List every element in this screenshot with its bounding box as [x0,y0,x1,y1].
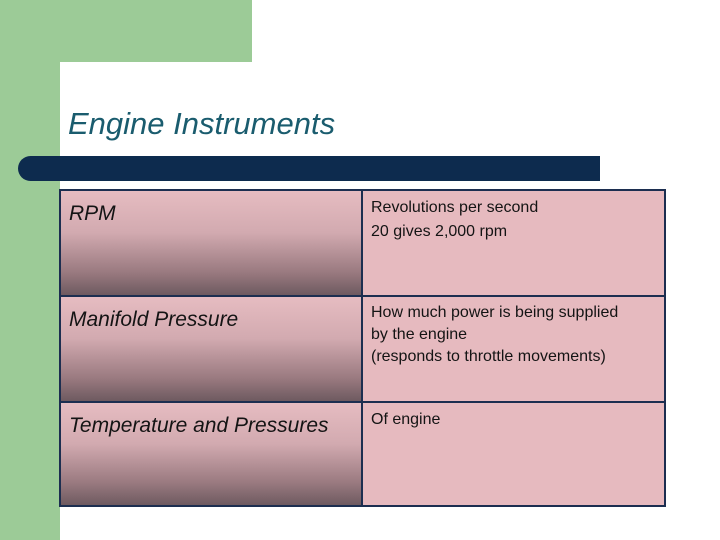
description-line: 20 gives 2,000 rpm [371,223,508,240]
description-line: Revolutions per second [371,199,539,216]
description-line: (responds to throttle movements) [371,348,606,366]
table-row-description [363,191,664,297]
table-row-label: RPM [61,191,363,297]
slide-title: Engine Instruments [68,106,336,141]
left-accent-strip [0,0,60,540]
top-accent-block [0,0,252,62]
table-row-description [363,297,664,403]
description-line: How much power is being supplied [371,304,619,321]
table-row-label: Temperature and Pressures [61,403,363,505]
table-row-label: Manifold Pressure [61,297,363,403]
description-line: Of engine [371,411,441,428]
description-line: by the engine [371,325,468,343]
instruments-table [59,189,666,507]
title-underline-bar [18,156,600,181]
table-row-description [363,403,664,505]
